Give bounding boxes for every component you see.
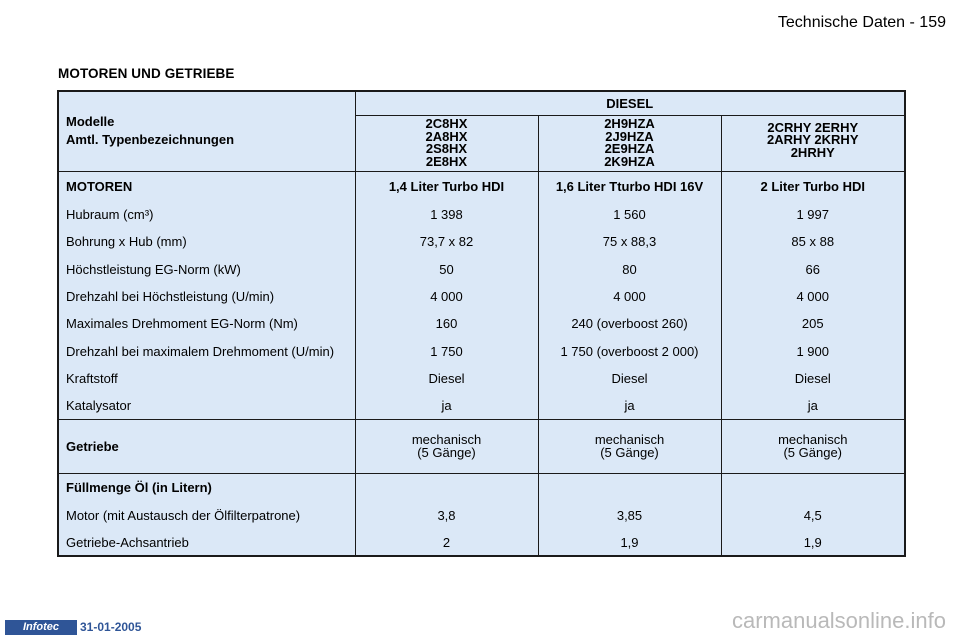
type-code: 2C8HX <box>425 116 468 131</box>
row-value: Diesel <box>355 365 538 392</box>
table-row <box>58 392 905 419</box>
row-label: Drehzahl bei Höchstleistung (U/min) <box>66 289 275 305</box>
row-value: 50 <box>355 256 538 283</box>
type-code: 2K9HZA <box>604 153 655 169</box>
model-label-cell <box>58 91 355 171</box>
type-code: 2E9HZA <box>604 141 655 156</box>
row-value: 2 <box>355 529 538 557</box>
row-value: 73,7 x 82 <box>355 228 538 255</box>
page-title: Technische Daten - 159 <box>777 14 946 31</box>
row-value: 1 997 <box>721 201 905 228</box>
transmission-type: mechanisch <box>411 432 482 448</box>
engine-name: 2 Liter Turbo HDI <box>721 171 905 201</box>
row-label: Getriebe-Achsantrieb <box>66 534 189 550</box>
type-code: 2ARHY 2KRHY <box>766 132 859 147</box>
table-row <box>58 310 905 337</box>
type-code: 2J9HZA <box>605 128 654 144</box>
row-value: Diesel <box>538 365 721 392</box>
table-row <box>58 256 905 283</box>
getriebe-label: Getriebe <box>58 419 355 473</box>
footer-date: 31-01-2005 <box>80 620 142 634</box>
oil-capacity-label: Füllmenge Öl (in Litern) <box>58 473 355 501</box>
row-value: 75 x 88,3 <box>538 228 721 255</box>
engine-name: 1,4 Liter Turbo HDI <box>355 171 538 201</box>
table-row <box>58 201 905 228</box>
infotec-logo: Infotec <box>5 620 77 635</box>
engine-spec-table <box>57 90 906 557</box>
table-row <box>58 529 905 557</box>
row-value: 4 000 <box>538 283 721 310</box>
type-designation-label: Amtl. Typenbezeichnungen <box>66 132 235 148</box>
row-label: Drehzahl bei maximalem Drehmoment (U/min) <box>66 343 335 359</box>
type-code: 2A8HX <box>425 128 468 144</box>
row-value: 85 x 88 <box>721 228 905 255</box>
row-value: 4 000 <box>721 283 905 310</box>
row-value: ja <box>721 392 905 419</box>
row-value: 1 398 <box>355 201 538 228</box>
row-label: Katalysator <box>66 397 132 413</box>
row-value: 1 560 <box>538 201 721 228</box>
transmission-value <box>538 419 721 473</box>
oil-capacity-header-row <box>58 473 905 501</box>
transmission-gears: (5 Gänge) <box>600 445 659 461</box>
transmission-gears: (5 Gänge) <box>783 445 843 461</box>
type-codes-col-2 <box>538 115 721 171</box>
row-label: Hubraum (cm³) <box>66 207 154 223</box>
row-value: 160 <box>355 310 538 337</box>
type-codes-col-1 <box>355 115 538 171</box>
table-row <box>58 337 905 364</box>
row-value: 4 000 <box>355 283 538 310</box>
type-code: 2S8HX <box>425 141 468 156</box>
diesel-header-row <box>58 91 905 115</box>
row-value: Diesel <box>721 365 905 392</box>
type-code: 2HRHY <box>790 144 835 160</box>
type-code: 2E8HX <box>425 153 468 169</box>
row-label: Motor (mit Austausch der Ölfilterpatrone) <box>66 507 301 523</box>
motoren-label: MOTOREN <box>58 171 355 201</box>
model-label: Modelle <box>66 114 115 130</box>
row-value: 205 <box>721 310 905 337</box>
row-label: Bohrung x Hub (mm) <box>66 234 187 250</box>
transmission-row <box>58 419 905 473</box>
row-value: ja <box>355 392 538 419</box>
transmission-type: mechanisch <box>778 432 848 448</box>
transmission-value <box>721 419 905 473</box>
watermark: carmanualsonline.info <box>731 608 946 633</box>
table-row <box>58 501 905 529</box>
row-label: Höchstleistung EG-Norm (kW) <box>66 261 241 277</box>
row-value: 4,5 <box>721 501 905 529</box>
table-row <box>58 365 905 392</box>
transmission-value <box>355 419 538 473</box>
engines-row <box>58 171 905 201</box>
diesel-header: DIESEL <box>355 91 905 115</box>
engine-name: 1,6 Liter Tturbo HDI 16V <box>538 171 721 201</box>
table-row <box>58 283 905 310</box>
row-value: 3,8 <box>355 501 538 529</box>
transmission-type: mechanisch <box>594 432 665 448</box>
transmission-gears: (5 Gänge) <box>417 445 476 461</box>
row-value: 3,85 <box>538 501 721 529</box>
row-value: 66 <box>721 256 905 283</box>
row-value: 1 900 <box>721 337 905 364</box>
row-value: 1,9 <box>721 529 905 557</box>
type-codes-col-3 <box>721 115 905 171</box>
row-value: 240 (overboost 260) <box>538 310 721 337</box>
row-value: 1,9 <box>538 529 721 557</box>
type-code: 2CRHY 2ERHY <box>767 119 859 135</box>
row-label: Maximales Drehmoment EG-Norm (Nm) <box>66 316 298 332</box>
row-label: Kraftstoff <box>66 370 118 386</box>
row-value: 80 <box>538 256 721 283</box>
row-value: ja <box>538 392 721 419</box>
section-title: MOTOREN UND GETRIEBE <box>58 66 235 81</box>
table-row <box>58 228 905 255</box>
type-code: 2H9HZA <box>604 116 655 131</box>
row-value: 1 750 (overboost 2 000) <box>538 337 721 364</box>
row-value: 1 750 <box>355 337 538 364</box>
